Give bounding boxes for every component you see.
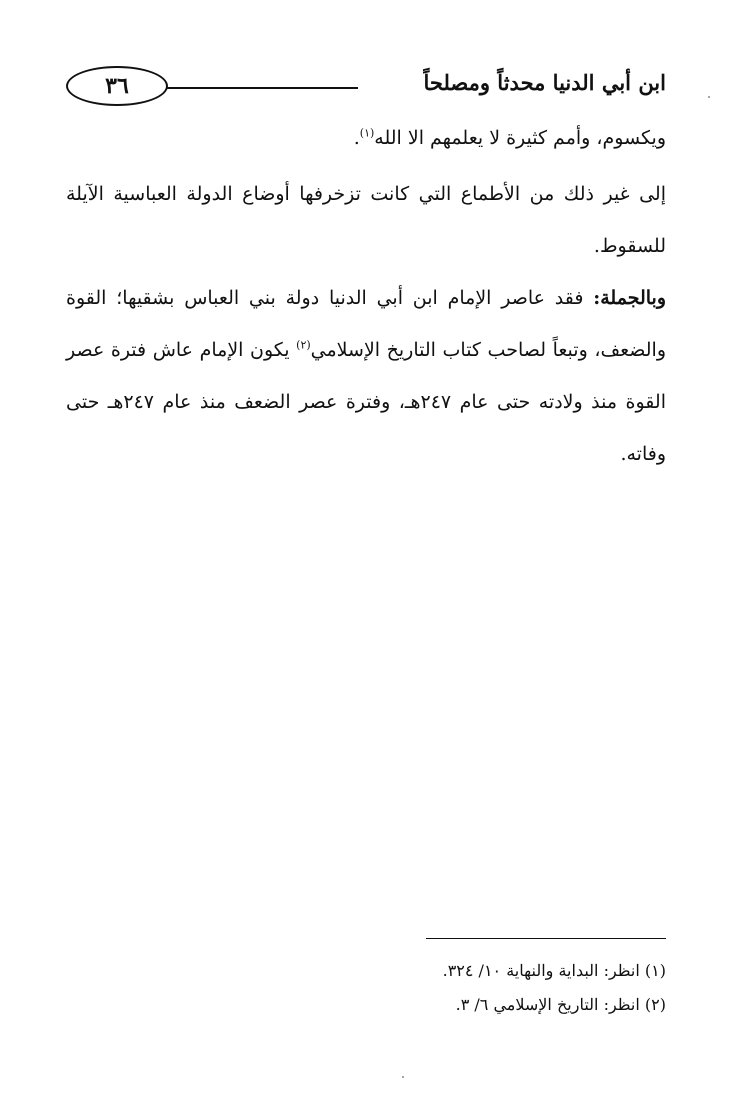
scan-speck: [708, 96, 710, 98]
paragraph-3: [66, 272, 666, 480]
paragraph-1: [66, 112, 666, 164]
footnote-2: (٢) انظر: التاريخ الإسلامي ٦/ ٣.: [455, 995, 666, 1014]
paragraph-2-text: إلى غير ذلك من الأطماع التي كانت تزخرفها أوضاع الدولة العباسية الآيلة للسقوط.: [66, 183, 666, 257]
running-title: ابن أبي الدنيا محدثاً ومصلحاً: [423, 70, 666, 95]
scan-speck: [402, 1076, 404, 1078]
footnote-1: (١) انظر: البداية والنهاية ١٠/ ٣٢٤.: [442, 961, 666, 980]
page-header: [66, 66, 666, 110]
footnote-rule: [426, 938, 666, 939]
footnotes: [266, 954, 666, 1022]
footnote-ref-1: (١): [359, 126, 375, 140]
paragraph-2: [66, 168, 666, 272]
paragraph-3-part1: فقد عاصر الإمام ابن أبي الدنيا دولة بني العباس بشقيها؛ القوة والضعف، وتبعاً لصاحب كتاب التاريخ الإسلامي: [66, 287, 667, 361]
footnote-ref-2: (٢): [296, 338, 311, 352]
header-rule: [166, 87, 358, 89]
paragraph-3-part2: يكون الإمام عاش فترة عصر القوة منذ ولادته حتى عام ٢٤٧هـ، وفترة عصر الضعف منذ عام ٢٤٧هـ حتى وفاته.: [66, 339, 666, 465]
paragraph-3-lead: وبالجملة:: [593, 287, 666, 309]
paragraph-1-text: ويكسوم، وأمم كثيرة لا يعلمهم الا الله: [374, 127, 666, 149]
page-number: ٣٦: [66, 66, 168, 106]
paragraph-1-end: .: [353, 127, 360, 149]
